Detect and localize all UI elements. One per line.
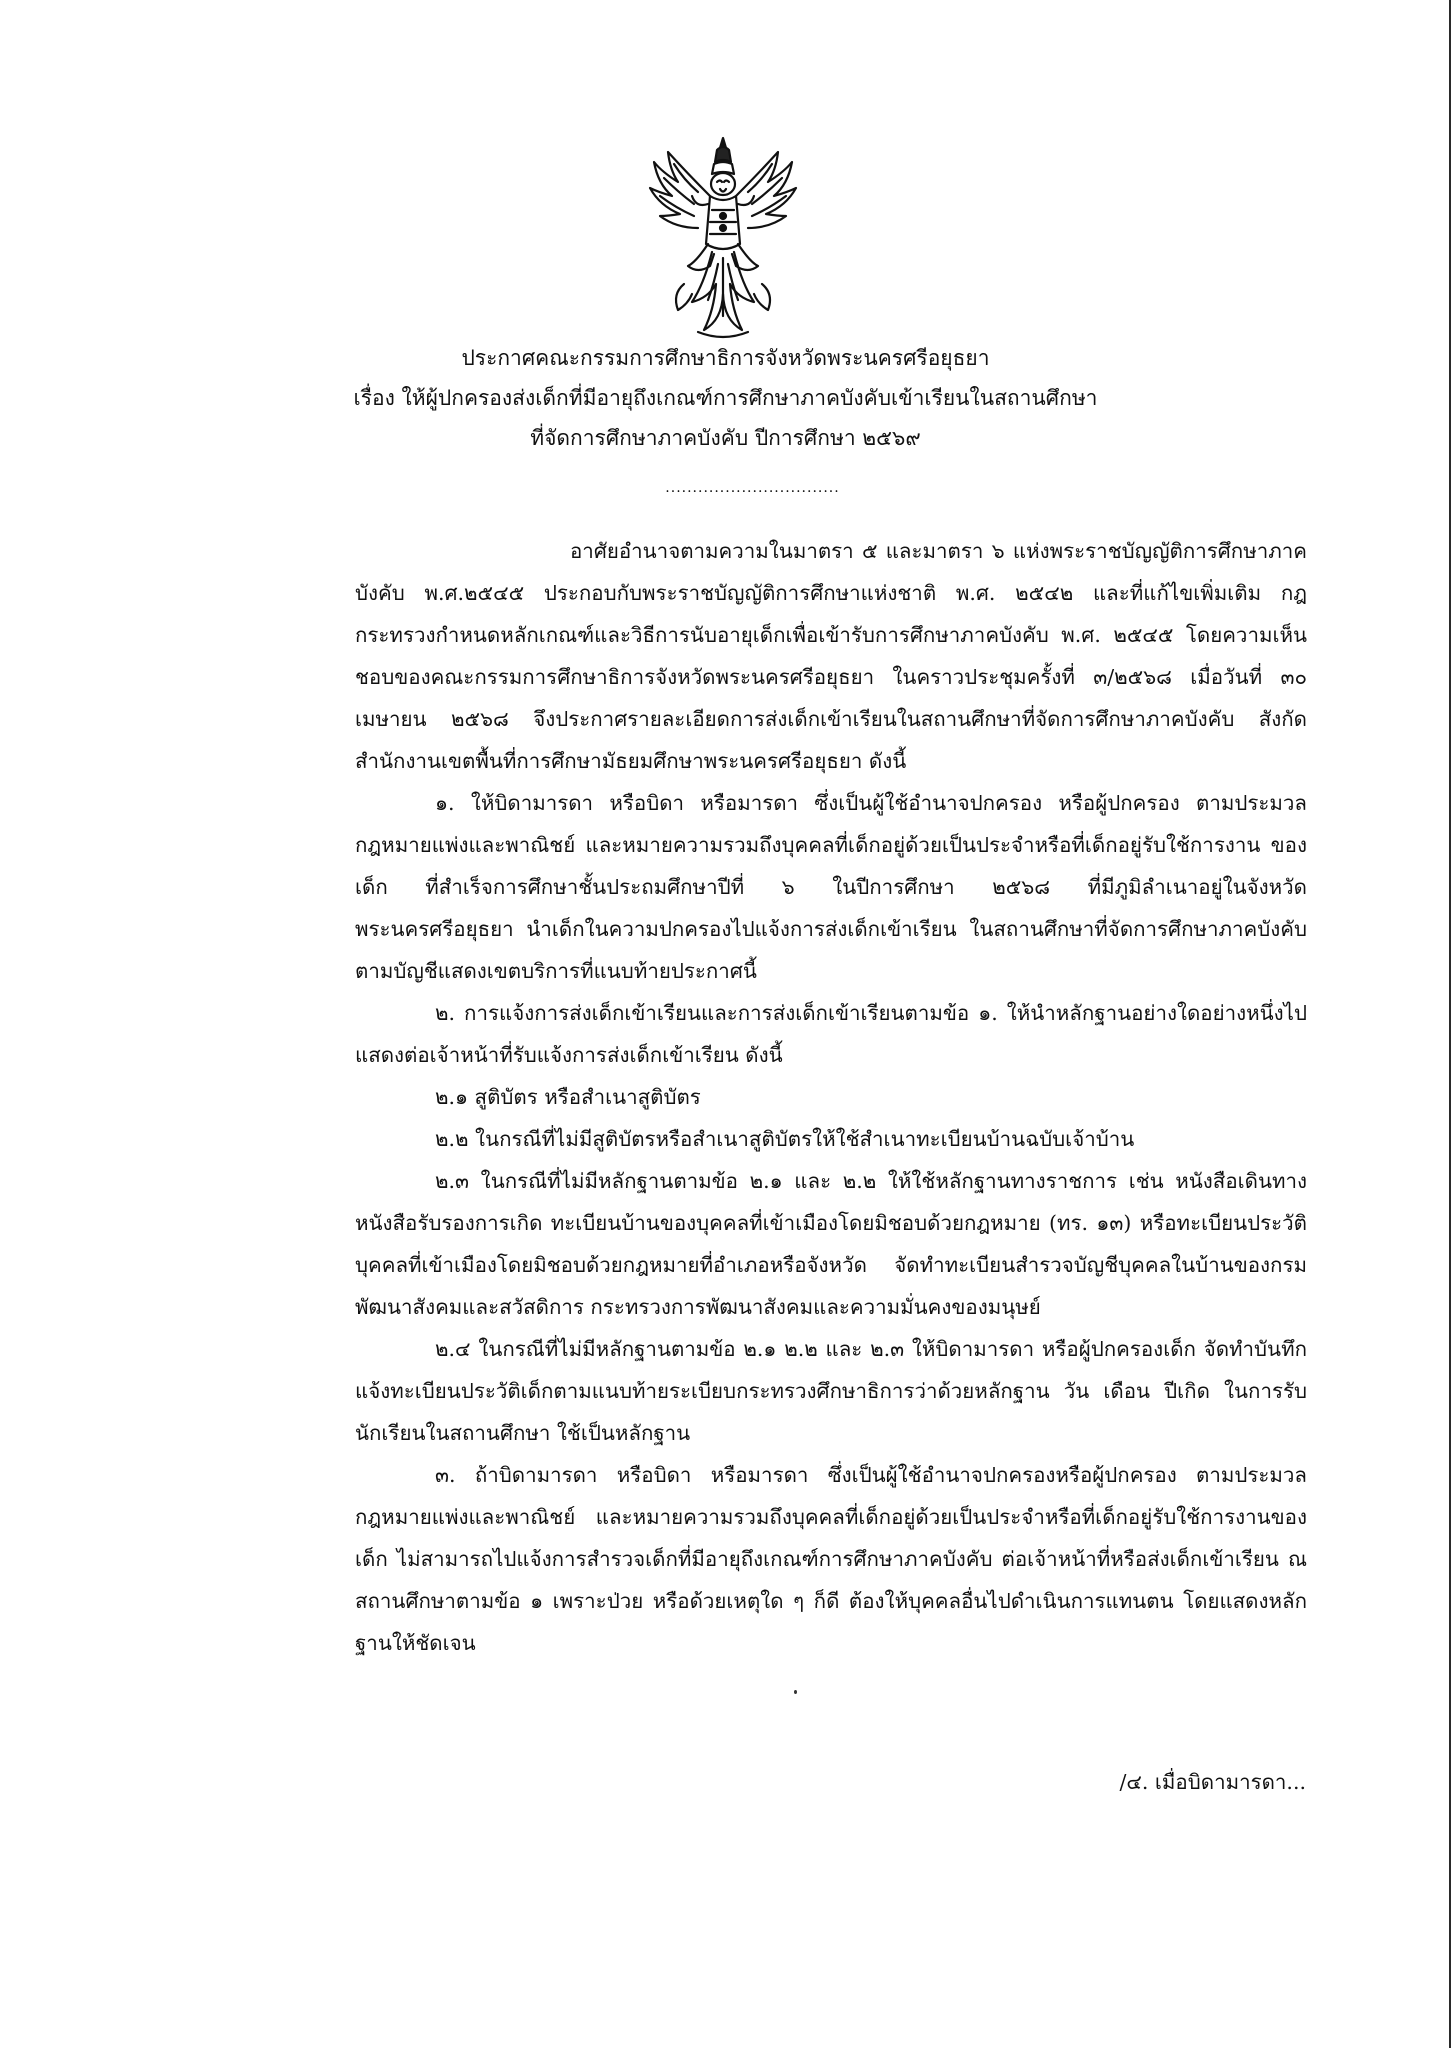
clause-3: ๓. ถ้าบิดามารดา หรือบิดา หรือมารดา ซึ่งเป็นผู้ใช้อำนาจปกครองหรือผู้ปกครอง ตามประมวลกฎหมายแพ่งและพาณิชย์ และหมายความรวมถึงบุคคลที่เด็กอยู่ด้วยเป็นประจำหรือที่เด็กอยู่รับใช้การงานของเด็ก ไม่สามารถไปแจ้งการสำรวจเด็กที่มีอายุถึงเกณฑ์การศึกษาภาคบังคับ ต่อเจ้าหน้าที่หรือส่งเด็กเข้าเรียน ณ สถานศึกษาตามข้อ ๑ เพราะป่วย หรือด้วยเหตุใด ๆ ก็ดี ต้องให้บุคคลอื่นไปดำเนินการแทนตน โดยแสดงหลักฐานให้ชัดเจน [355, 1463, 1307, 1655]
dotted-separator: ................................ [665, 480, 840, 496]
garuda-emblem-icon [648, 134, 798, 344]
clause-2-1: ๒.๑ สูติบัตร หรือสำเนาสูติบัตร [435, 1085, 701, 1109]
clause-2: ๒. การแจ้งการส่งเด็กเข้าเรียนและการส่งเด็กเข้าเรียนตามข้อ ๑. ให้นำหลักฐานอย่างใดอย่างหนึ่งไปแสดงต่อเจ้าหน้าที่รับแจ้งการส่งเด็กเข้าเรียน ดังนี้ [355, 1001, 1307, 1067]
announcement-subject: เรื่อง ให้ผู้ปกครองส่งเด็กที่มีอายุถึงเกณฑ์การศึกษาภาคบังคับเข้าเรียนในสถานศึกษา [353, 386, 1098, 410]
continuation-marker: /๔. เมื่อบิดามารดา... [1119, 1770, 1306, 1794]
preamble-paragraph: อาศัยอำนาจตามความในมาตรา ๕ และมาตรา ๖ แห่งพระราชบัญญัติการศึกษาภาคบังคับ พ.ศ.๒๕๔๕ ประกอบกับพระราชบัญญัติการศึกษาแห่งชาติ พ.ศ. ๒๕๔๒ และที่แก้ไขเพิ่มเติม กฎกระทรวงกำหนดหลักเกณฑ์และวิธีการนับอายุเด็กเพื่อเข้ารับการศึกษาภาคบังคับ พ.ศ. ๒๕๔๕ โดยความเห็นชอบของคณะกรรมการศึกษาธิการจังหวัดพระนครศรีอยุธยา ในคราวประชุมครั้งที่ ๓/๒๕๖๘ เมื่อวันที่ ๓๐ เมษายน ๒๕๖๘ จึงประกาศรายละเอียดการส่งเด็กเข้าเรียนในสถานศึกษาที่จัดการศึกษาภาคบังคับ สังกัดสำนักงานเขตพื้นที่การศึกษามัธยมศึกษาพระนครศรีอยุธยา ดังนี้ [355, 539, 1307, 773]
announcement-body [355, 530, 1307, 1664]
scan-speck [794, 1690, 797, 1694]
announcement-subject-cont: ที่จัดการศึกษาภาคบังคับ ปีการศึกษา ๒๕๖๙ [530, 426, 921, 450]
clause-2-2: ๒.๒ ในกรณีที่ไม่มีสูติบัตรหรือสำเนาสูติบัตรให้ใช้สำเนาทะเบียนบ้านฉบับเจ้าบ้าน [435, 1127, 1135, 1151]
clause-1: ๑. ให้บิดามารดา หรือบิดา หรือมารดา ซึ่งเป็นผู้ใช้อำนาจปกครอง หรือผู้ปกครอง ตามประมวลกฎหมายแพ่งและพาณิชย์ และหมายความรวมถึงบุคคลที่เด็กอยู่ด้วยเป็นประจำหรือที่เด็กอยู่รับใช้การงาน ของเด็ก ที่สำเร็จการศึกษาชั้นประถมศึกษาปีที่ ๖ ในปีการศึกษา ๒๕๖๘ ที่มีภูมิลำเนาอยู่ในจังหวัดพระนครศรีอยุธยา นำเด็กในความปกครองไปแจ้งการส่งเด็กเข้าเรียน ในสถานศึกษาที่จัดการศึกษาภาคบังคับตามบัญชีแสดงเขตบริการที่แนบท้ายประกาศนี้ [355, 791, 1307, 983]
announcement-authority: ประกาศคณะกรรมการศึกษาธิการจังหวัดพระนครศรีอยุธยา [461, 346, 990, 370]
clause-2-3: ๒.๓ ในกรณีที่ไม่มีหลักฐานตามข้อ ๒.๑ และ ๒.๒ ให้ใช้หลักฐานทางราชการ เช่น หนังสือเดินทาง หนังสือรับรองการเกิด ทะเบียนบ้านของบุคคลที่เข้าเมืองโดยมิชอบด้วยกฎหมาย (ทร. ๑๓) หรือทะเบียนประวัติบุคคลที่เข้าเมืองโดยมิชอบด้วยกฎหมายที่อำเภอหรือจังหวัด จัดทำทะเบียนสำรวจบัญชีบุคคลในบ้านของกรมพัฒนาสังคมและสวัสดิการ กระทรวงการพัฒนาสังคมและความมั่นคงของมนุษย์ [355, 1169, 1307, 1319]
clause-2-4: ๒.๔ ในกรณีที่ไม่มีหลักฐานตามข้อ ๒.๑ ๒.๒ และ ๒.๓ ให้บิดามารดา หรือผู้ปกครองเด็ก จัดทำบันทึกแจ้งทะเบียนประวัติเด็กตามแนบท้ายระเบียบกระทรวงศึกษาธิการว่าด้วยหลักฐาน วัน เดือน ปีเกิด ในการรับนักเรียนในสถานศึกษา ใช้เป็นหลักฐาน [355, 1337, 1307, 1445]
